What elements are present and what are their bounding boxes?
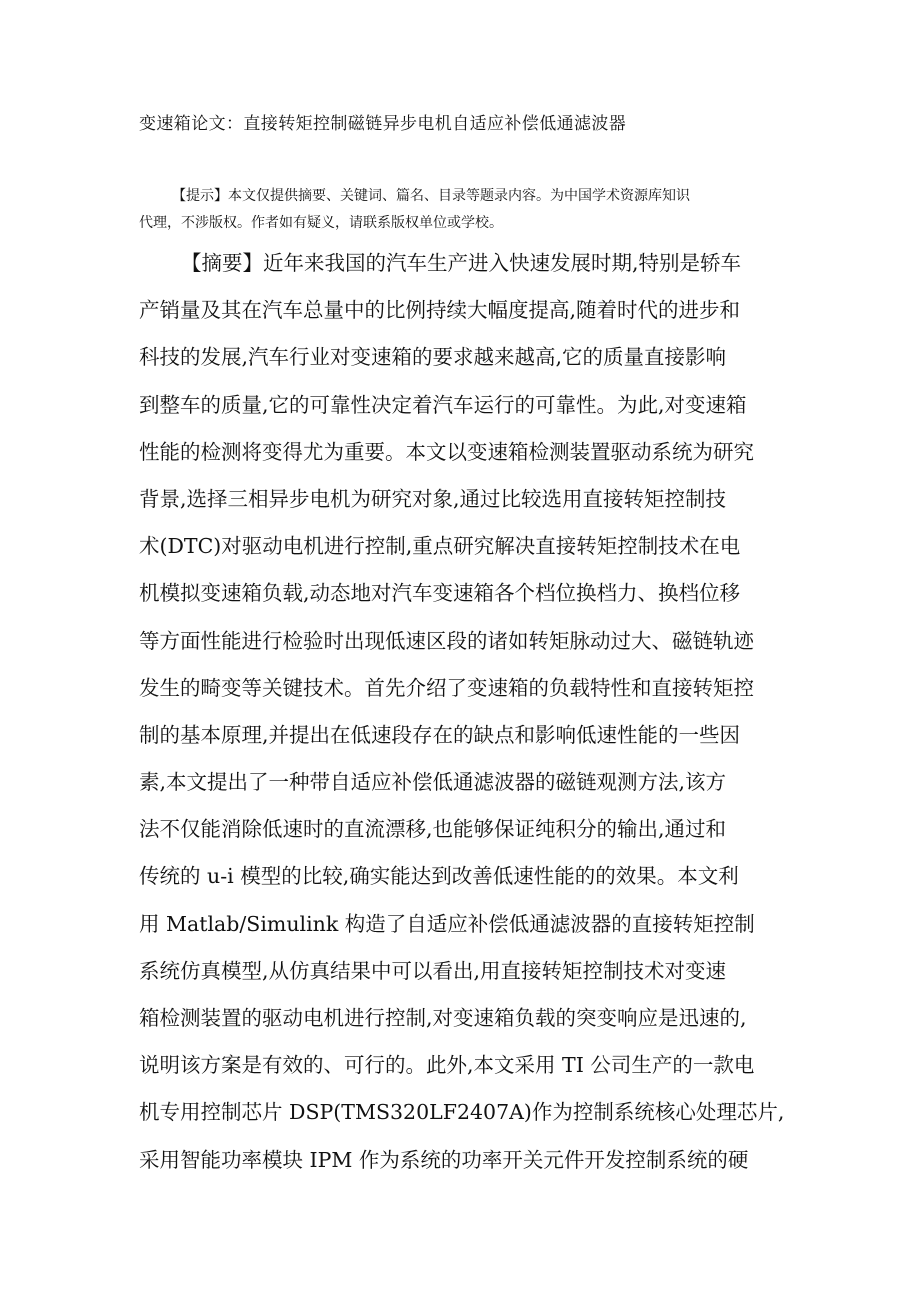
abstract-line: 法不仅能消除低速时的直流漂移,也能够保证纯积分的输出,通过和	[139, 817, 727, 842]
abstract-line: 等方面性能进行检验时出现低速区段的诸如转矩脉动过大、磁链轨迹	[139, 628, 754, 653]
abstract-line: 发生的畸变等关键技术。首先介绍了变速箱的负载特性和直接转矩控	[139, 675, 754, 700]
abstract-line: 说明该方案是有效的、可行的。此外,本文采用 TI 公司生产的一款电	[139, 1053, 755, 1078]
notice-line-1: 【提示】本文仅提供摘要、关键词、篇名、目录等题录内容。为中国学术资源库知识	[172, 188, 690, 204]
abstract-line: 素,本文提出了一种带自适应补偿低通滤波器的磁链观测方法,该方	[139, 770, 727, 795]
abstract-line: 传统的 u-i 模型的比较,确实能达到改善低速性能的的效果。本文利	[139, 864, 739, 889]
abstract-line: 用 Matlab/Simulink 构造了自适应补偿低通滤波器的直接转矩控制	[139, 911, 755, 936]
abstract-line: 机模拟变速箱负载,动态地对汽车变速箱各个档位换档力、换档位移	[139, 581, 741, 606]
abstract-line: 箱检测装置的驱动电机进行控制,对变速箱负载的突变响应是迅速的,	[139, 1006, 747, 1030]
abstract-line: 系统仿真模型,从仿真结果中可以看出,用直接转矩控制技术对变速	[139, 958, 727, 983]
abstract-line: 科技的发展,汽车行业对变速箱的要求越来越高,它的质量直接影响	[139, 345, 727, 370]
abstract-body	[139, 240, 789, 1184]
abstract-line: 制的基本原理,并提出在低速段存在的缺点和影响低速性能的一些因	[139, 722, 741, 747]
notice-line-2: 代理，不涉版权。作者如有疑义，请联系版权单位或学校。	[139, 215, 503, 231]
abstract-line: 【摘要】近年来我国的汽车生产进入快速发展时期,特别是轿车	[181, 251, 742, 275]
abstract-line: 性能的检测将变得尤为重要。本文以变速箱检测装置驱动系统为研究	[139, 439, 754, 464]
abstract-line: 术(DTC)对驱动电机进行控制,重点研究解决直接转矩控制技术在电	[139, 534, 741, 559]
abstract-line: 采用智能功率模块 IPM 作为系统的功率开关元件开发控制系统的硬	[139, 1147, 749, 1172]
document-title: 变速箱论文：直接转矩控制磁链异步电机自适应补偿低通滤波器	[139, 114, 627, 134]
abstract-line: 背景,选择三相异步电机为研究对象,通过比较选用直接转矩控制技	[139, 486, 727, 511]
abstract-line: 到整车的质量,它的可靠性决定着汽车运行的可靠性。为此,对变速箱	[139, 392, 747, 417]
abstract-line: 产销量及其在汽车总量中的比例持续大幅度提高,随着时代的进步和	[139, 298, 741, 323]
abstract-line: 机专用控制芯片 DSP(TMS320LF2407A)作为控制系统核心处理芯片,	[139, 1100, 785, 1125]
copyright-notice	[139, 183, 785, 237]
